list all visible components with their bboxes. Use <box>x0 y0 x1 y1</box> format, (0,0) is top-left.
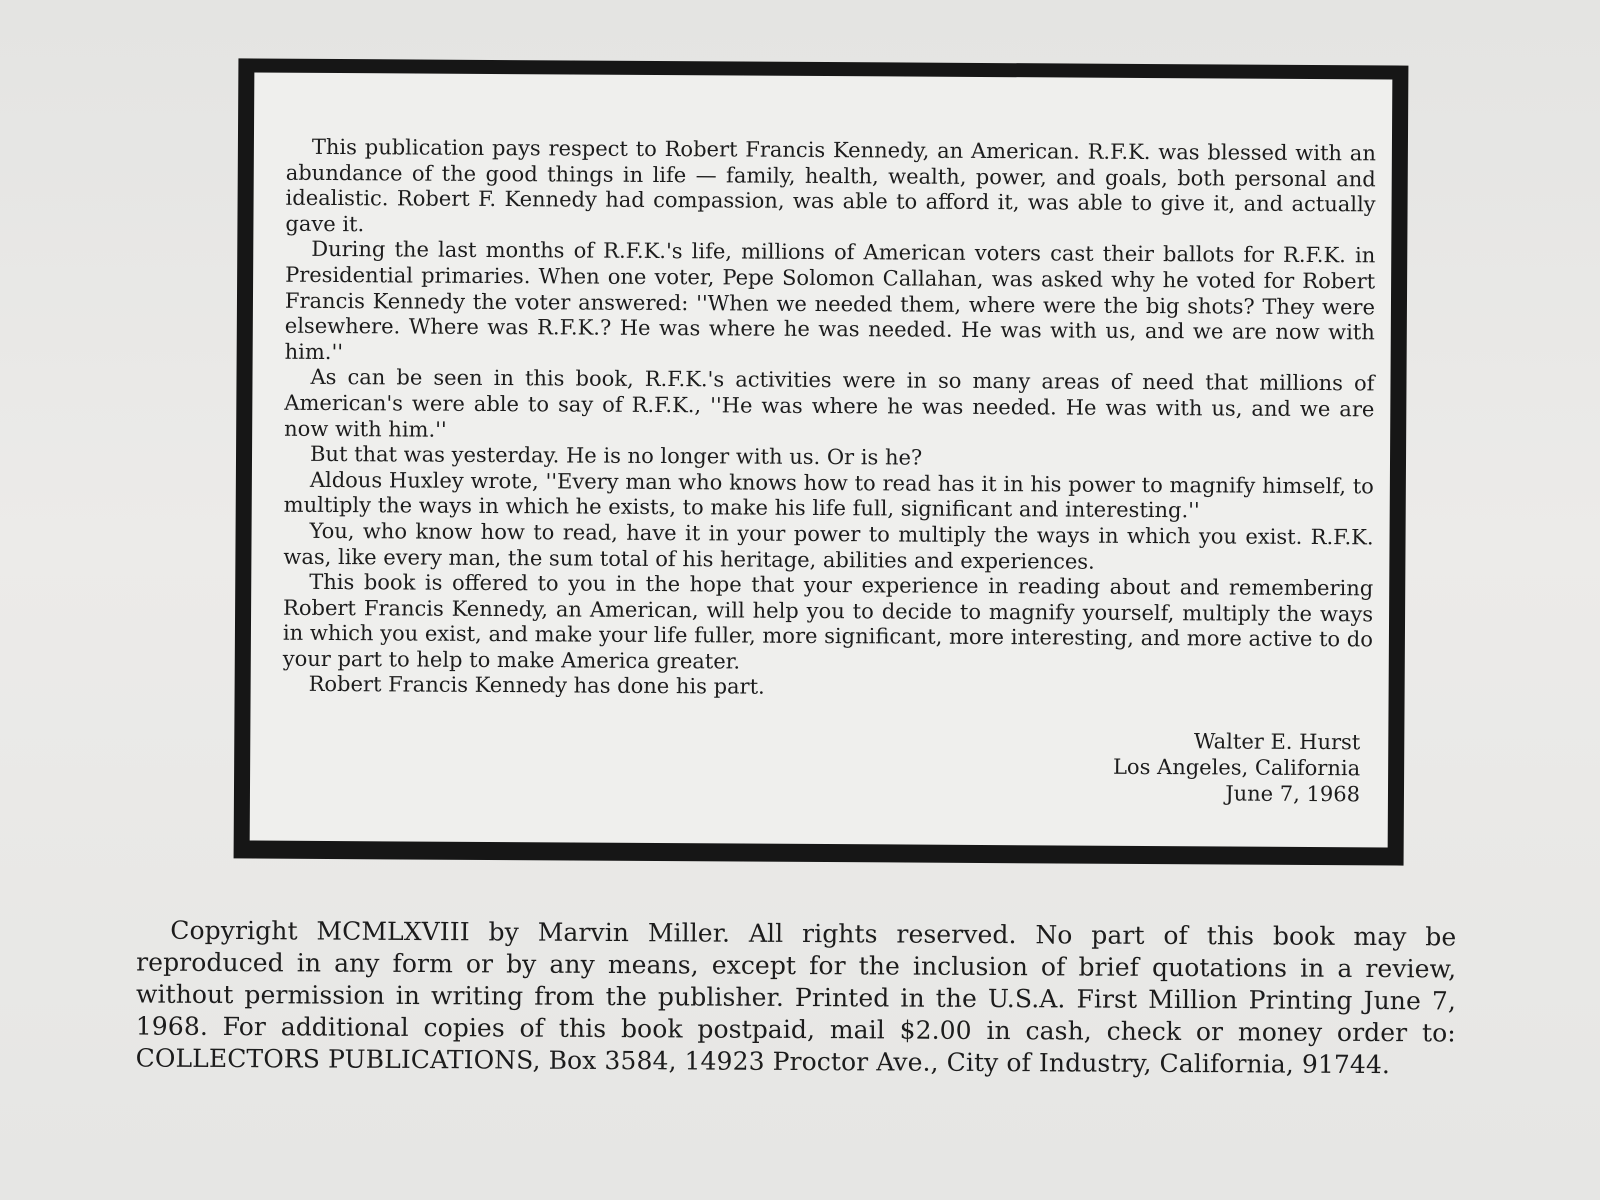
signature-place: Los Angeles, California <box>1112 754 1361 781</box>
dedication-paragraph-6: You, who know how to read, have it in your power to multiply the ways in which you exist. R.F.K. was, like every man, the sum total of his heritage, abilities and experiences. <box>283 518 1374 574</box>
dedication-paragraph-4: But that was yesterday. He is no longer with us. Or is he? <box>309 442 923 470</box>
dedication-paragraph-2: During the last months of R.F.K.'s life, millions of American voters cast their ballots for R.F.K. in Presidential primaries. When one voter, Pepe Solomon Callahan, was asked why he voted for Robert Francis Kennedy the voter answered: ''When we needed them, where were the big shots? They were elsewhere. Where was R.F.K.? He was where he was needed. He was with us, and we are now with him.'' <box>284 237 1376 364</box>
signature-date: June 7, 1968 <box>1225 781 1361 807</box>
signature-name: Walter E. Hurst <box>1193 729 1361 755</box>
dedication-paragraph-8: Robert Francis Kennedy has done his part. <box>308 672 765 700</box>
signature-block <box>1113 728 1361 808</box>
dedication-text <box>283 135 1376 705</box>
dedication-box <box>234 58 1409 865</box>
dedication-paragraph-3: As can be seen in this book, R.F.K.'s activities were in so many areas of need that millions of American's were able to say of R.F.K., ''He was where he was needed. He was with us, and we are now with him.'' <box>284 365 1375 442</box>
dedication-paragraph-1: This publication pays respect to Robert Francis Kennedy, an American. R.F.K. was blessed with an abundance of the good things in life — family, health, wealth, power, and goals, both personal and idealistic. Robert F. Kennedy had compassion, was able to afford it, was able to give it, and actually gave it. <box>285 134 1376 236</box>
dedication-paragraph-7: This book is offered to you in the hope that your experience in reading about and remembering Robert Francis Kennedy, an American, will help you to decide to magnify yourself, multiply the ways in which you exist, and make your life fuller, more significant, more interesting, and more active to do your part to help to make America greater. <box>282 569 1374 674</box>
dedication-paragraph-5: Aldous Huxley wrote, ''Every man who knows how to read has it in his power to magnify himself, to multiply the ways in which he exists, to make his life full, significant and interesting.'' <box>283 467 1374 523</box>
copyright-notice: Copyright MCMLXVIII by Marvin Miller. All rights reserved. No part of this book may be reproduced in any form or by any means, except for the inclusion of brief quotations in a review, without permission in writing from the publisher. Printed in the U.S.A. First Million Printing June 7, 1968. For additional copies of this book postpaid, mail $2.00 in cash, check or money order to: COLLECTORS PUBLICATIONS, Box 3584, 14923 Proctor Ave., City of Industry, California, 91744. <box>135 915 1457 1080</box>
